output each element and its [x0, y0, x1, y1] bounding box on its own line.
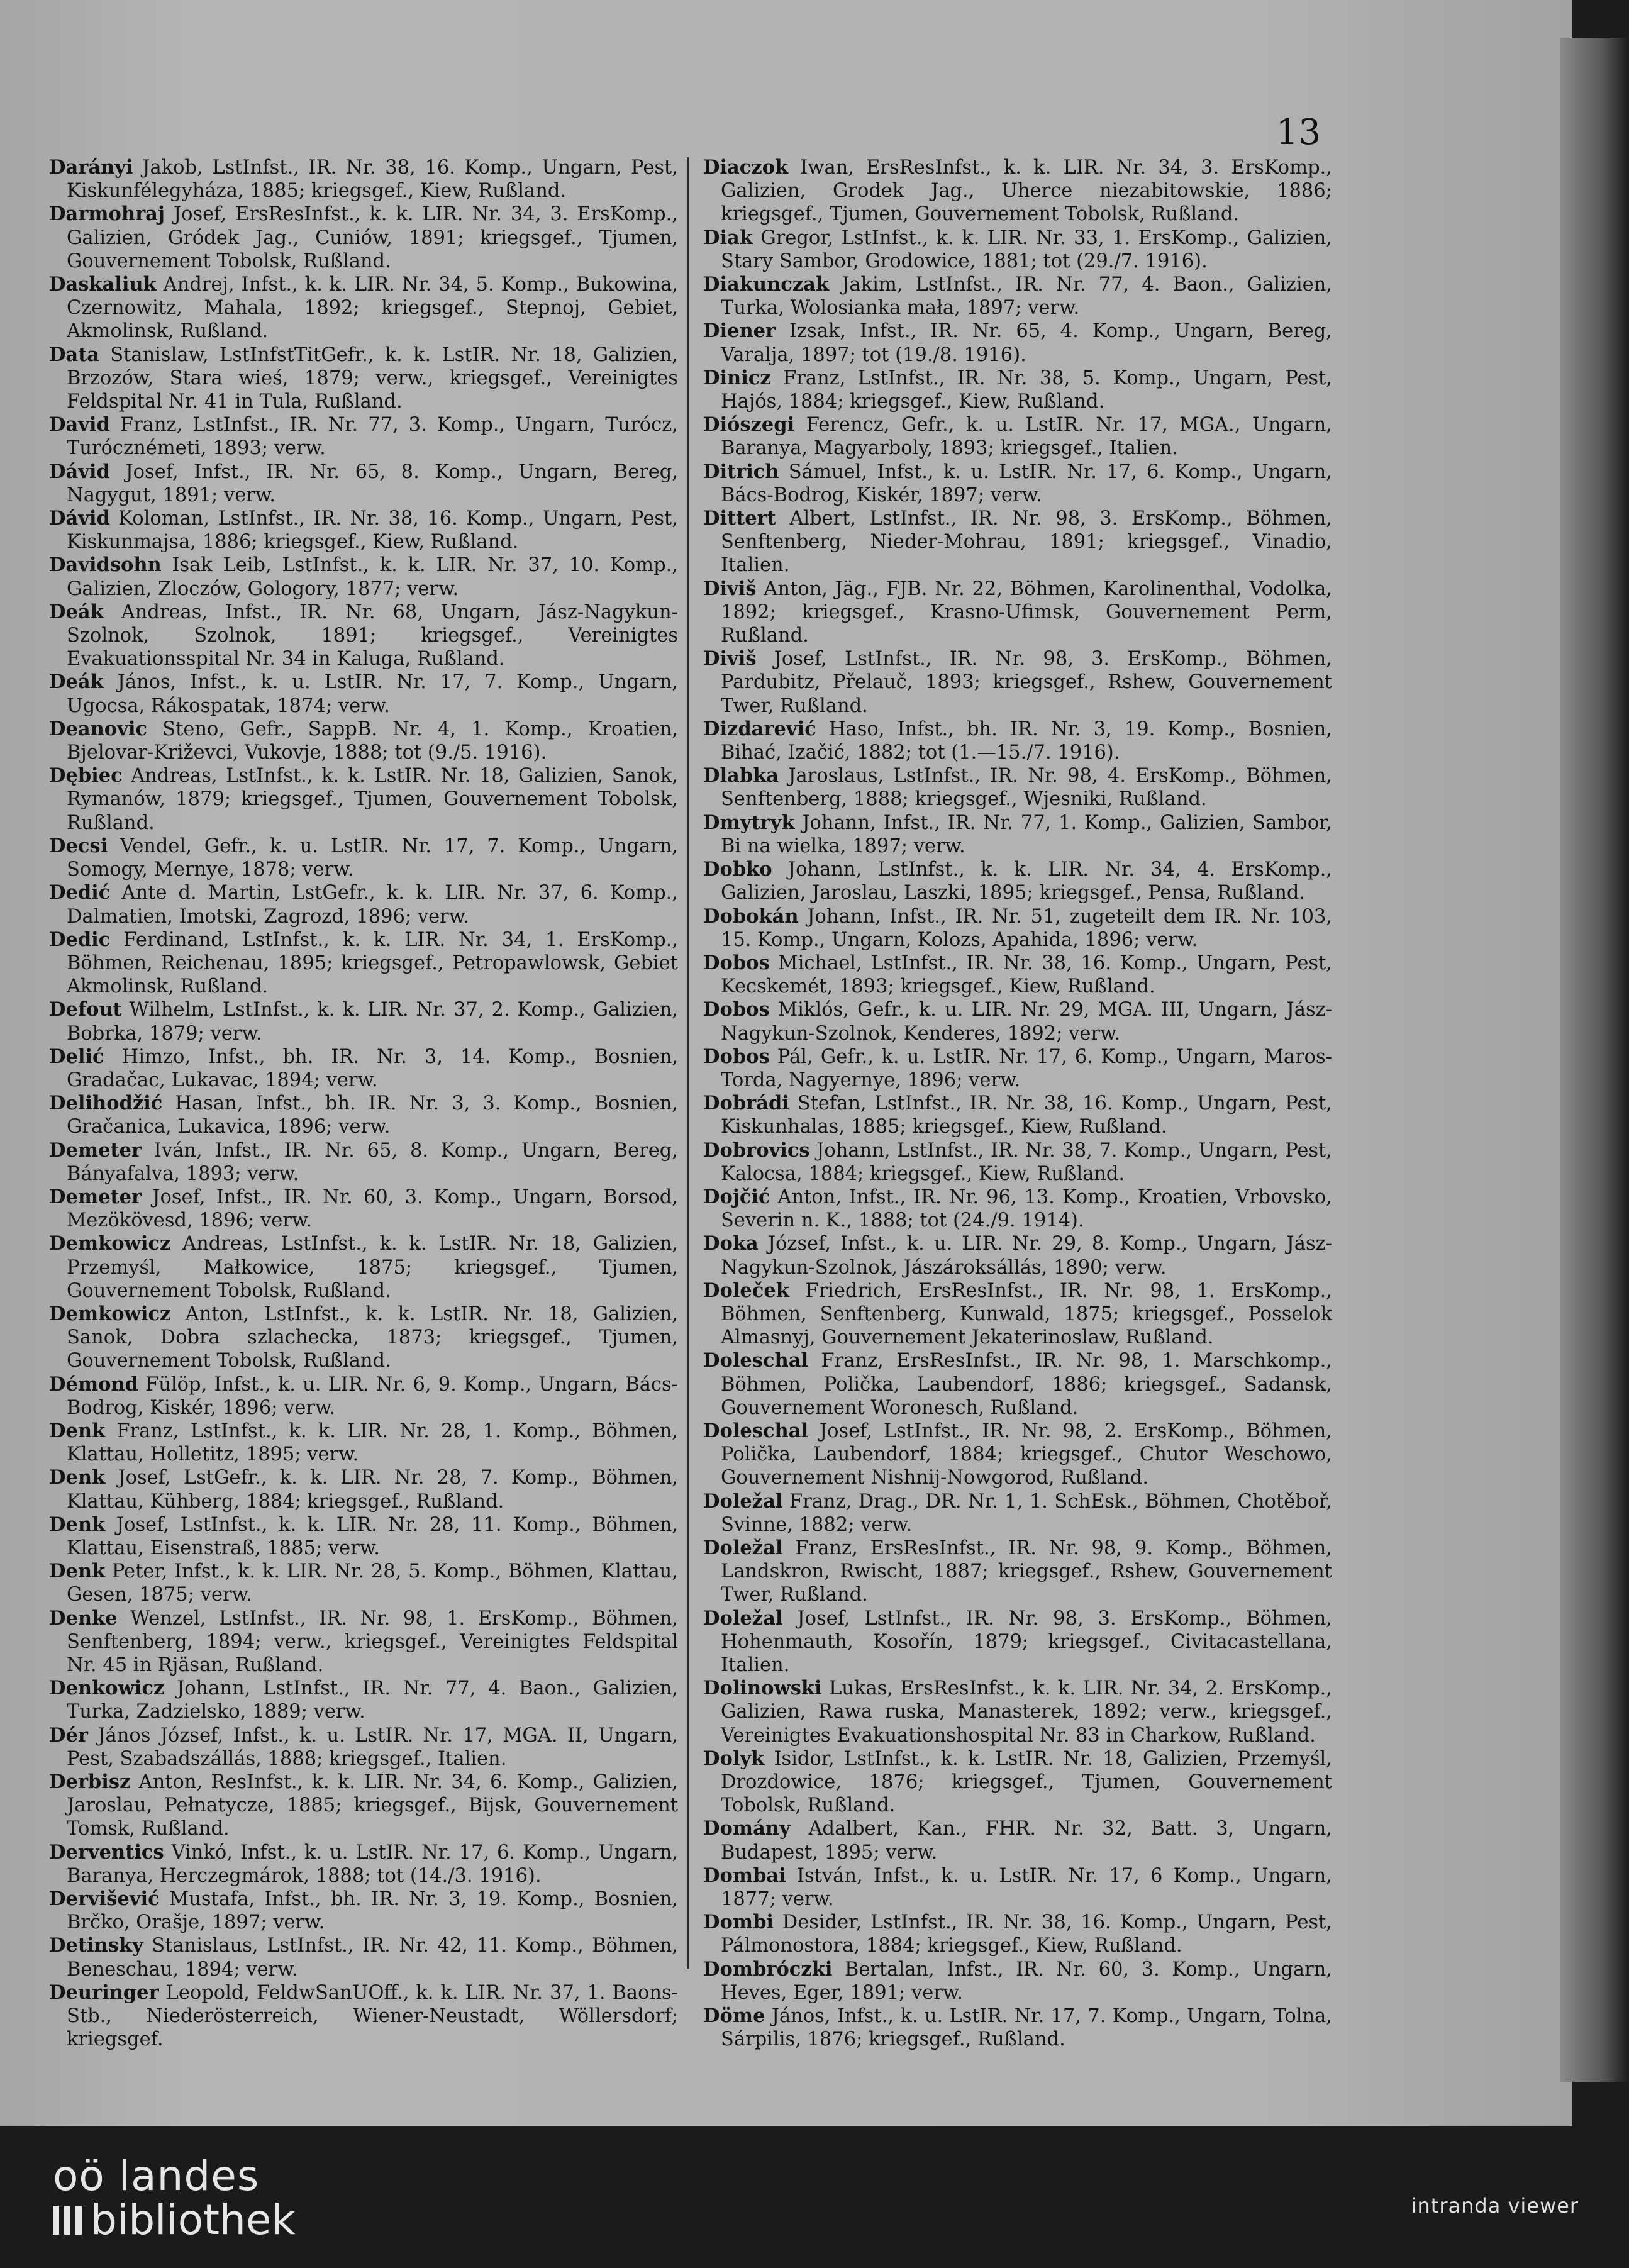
entry-details: Anton, Jäg., FJB. Nr. 22, Böhmen, Karolinenthal, Vodolka, 1892; kriegsgef., Krasno-Ufimsk, Gouvernement Perm, Rußland.: [721, 577, 1332, 647]
viewer-brand[interactable]: intranda viewer: [1411, 2194, 1579, 2218]
entry-surname: Dombai: [703, 1864, 786, 1887]
entry-surname: Denk: [49, 1560, 106, 1583]
left-column: [49, 156, 678, 2051]
entry-details: Jakim, LstInfst., IR. Nr. 77, 4. Baon., Galizien, Turka, Wolosianka mała, 1897; verw.: [721, 274, 1332, 320]
entry-surname: Doleschal: [703, 1349, 809, 1372]
entry-surname: Dlabka: [703, 764, 779, 787]
entry-surname: Data: [49, 343, 100, 366]
entry-surname: Dobrovics: [703, 1138, 810, 1162]
register-entry: [703, 718, 1332, 764]
entry-surname: Diakunczak: [703, 273, 830, 296]
entry-details: Koloman, LstInfst., IR. Nr. 38, 16. Komp., Ungarn, Pest, Kiskunmajsa, 1886; kriegsgef., Kiew, Rußland.: [67, 508, 678, 553]
entry-details: Iván, Infst., IR. Nr. 65, 8. Komp., Ungarn, Bereg, Bányafalva, 1893; verw.: [67, 1139, 678, 1185]
entry-details: Isak Leib, LstInfst., k. k. LIR. Nr. 37, 10. Komp., Galizien, Zloczów, Gologory, 1877; verw.: [67, 554, 678, 600]
register-entry: [703, 905, 1332, 952]
register-entry: [703, 647, 1332, 718]
entry-details: Adalbert, Kan., FHR. Nr. 32, Batt. 3, Ungarn, Budapest, 1895; verw.: [721, 1818, 1332, 1864]
entry-surname: Daskaliuk: [49, 273, 157, 296]
entry-details: János, Infst., k. u. LstIR. Nr. 17, 7. Komp., Ungarn, Ugocsa, Rákospatak, 1874; verw.: [67, 671, 678, 717]
entry-details: Franz, ErsResInfst., IR. Nr. 98, 9. Komp., Böhmen, Landskron, Rwischt, 1887; kriegsgef., Rshew, Gouvernement Twer, Rußland.: [721, 1537, 1332, 1606]
entry-details: Andreas, LstInfst., k. k. LstIR. Nr. 18, Galizien, Sanok, Rymanów, 1879; kriegsgef., Tjumen, Gouvernement Tobolsk, Rußland.: [67, 765, 678, 834]
register-entry: [703, 1420, 1332, 1490]
register-entry: [49, 881, 678, 928]
entry-details: Ante d. Martin, LstGefr., k. k. LIR. Nr. 37, 6. Komp., Dalmatien, Imotski, Zagrozd, 1896; verw.: [67, 882, 678, 928]
entry-details: Pál, Gefr., k. u. LstIR. Nr. 17, 6. Komp., Ungarn, Maros-Torda, Nagyernye, 1896; verw.: [721, 1045, 1332, 1091]
entry-surname: Dér: [49, 1723, 88, 1747]
entry-details: Vendel, Gefr., k. u. LstIR. Nr. 17, 7. Komp., Ungarn, Somogy, Mernye, 1878; verw.: [67, 835, 678, 881]
register-entry: [49, 1770, 678, 1841]
logo-bars-icon: [53, 2206, 82, 2235]
entry-surname: Diener: [703, 320, 776, 343]
register-entry: [703, 1490, 1332, 1537]
register-entry: [703, 1958, 1332, 2004]
entry-details: Bertalan, Infst., IR. Nr. 60, 3. Komp., Ungarn, Heves, Eger, 1891; verw.: [721, 1958, 1332, 2004]
entry-surname: Dębiec: [49, 764, 123, 787]
entry-surname: Diviš: [703, 647, 757, 670]
register-entry: [703, 413, 1332, 460]
entry-surname: Doležal: [703, 1606, 783, 1630]
entry-details: Johann, Infst., IR. Nr. 51, zugeteilt dem IR. Nr. 103, 15. Komp., Ungarn, Kolozs, Apahida, 1896; verw.: [721, 905, 1332, 951]
entry-details: Himzo, Infst., bh. IR. Nr. 3, 14. Komp., Bosnien, Gradačac, Lukavac, 1894; verw.: [67, 1045, 678, 1091]
register-entry: [49, 718, 678, 764]
register-entry: [49, 460, 678, 507]
entry-details: Johann, LstInfst., IR. Nr. 38, 7. Komp., Ungarn, Pest, Kalocsa, 1884; kriegsgef., Kiew, Rußland.: [721, 1139, 1332, 1185]
register-entry: [703, 577, 1332, 648]
entry-surname: Darmohraj: [49, 203, 165, 226]
right-column: [703, 156, 1332, 2051]
entry-surname: Dedic: [49, 928, 111, 951]
entry-surname: Dinicz: [703, 366, 771, 389]
entry-details: Izsak, Infst., IR. Nr. 65, 4. Komp., Ungarn, Bereg, Varalja, 1897; tot (19./8. 1916).: [721, 320, 1332, 366]
logo-line-2: bibliothek: [91, 2196, 296, 2244]
register-entry: [49, 670, 678, 717]
entry-details: Michael, LstInfst., IR. Nr. 38, 16. Komp., Ungarn, Pest, Kecskemét, 1893; kriegsgef., Kiew, Rußland.: [721, 952, 1332, 998]
register-entry: [49, 1045, 678, 1092]
entry-surname: Decsi: [49, 834, 108, 857]
page-number: 13: [1276, 112, 1321, 153]
entry-surname: David: [49, 413, 110, 436]
register-entry: [49, 1981, 678, 2052]
entry-details: Haso, Infst., bh. IR. Nr. 3, 19. Komp., Bosnien, Bihać, Izačić, 1882; tot (1.—15./7. 1916).: [721, 718, 1332, 764]
entry-surname: Deanovic: [49, 717, 148, 740]
entry-surname: Domány: [703, 1817, 791, 1840]
entry-surname: Demkowicz: [49, 1302, 171, 1325]
register-entry: [703, 1677, 1332, 1747]
entry-details: Iwan, ErsResInfst., k. k. LIR. Nr. 34, 3. ErsKomp., Galizien, Grodek Jag., Uherce niezabitowskie, 1886; kriegsgef., Tjumen, Gouvernement Tobolsk, Rußland.: [721, 157, 1332, 226]
entry-surname: Diószegi: [703, 413, 795, 436]
register-entry: [703, 1092, 1332, 1138]
entry-surname: Demeter: [49, 1185, 142, 1208]
register-entry: [49, 273, 678, 343]
entry-details: Franz, ErsResInfst., IR. Nr. 98, 1. Marschkomp., Böhmen, Polička, Laubendorf, 1886; kriegsgef., Sadansk, Gouvernement Woronesch, Rußland.: [721, 1350, 1332, 1419]
register-entry: [49, 413, 678, 460]
entry-surname: Dolyk: [703, 1747, 765, 1770]
register-entry: [49, 553, 678, 600]
register-entry: [49, 998, 678, 1045]
register-entry: [703, 1817, 1332, 1864]
entry-surname: Derventics: [49, 1840, 164, 1864]
entry-details: Josef, Infst., IR. Nr. 60, 3. Komp., Ungarn, Borsod, Mezökövesd, 1896; verw.: [67, 1186, 678, 1232]
library-logo[interactable]: [53, 2154, 296, 2242]
entry-details: Franz, LstInfst., k. k. LIR. Nr. 28, 1. Komp., Böhmen, Klattau, Holletitz, 1895; verw.: [67, 1420, 678, 1466]
entry-details: Vinkó, Infst., k. u. LstIR. Nr. 17, 6. Komp., Ungarn, Baranya, Herczegmárok, 1888; tot (14./3. 1916).: [67, 1841, 678, 1887]
entry-surname: Dobokán: [703, 904, 799, 928]
entry-surname: Dolinowski: [703, 1677, 822, 1700]
entry-details: Desider, LstInfst., IR. Nr. 38, 16. Komp., Ungarn, Pest, Pálmonostora, 1884; kriegsgef., Kiew, Rußland.: [721, 1911, 1332, 1957]
entry-details: Jakob, LstInfst., IR. Nr. 38, 16. Komp., Ungarn, Pest, Kiskunfélegyháza, 1885; kriegsgef., Kiew, Rußland.: [67, 157, 678, 203]
entry-details: Albert, LstInfst., IR. Nr. 98, 3. ErsKomp., Böhmen, Senftenberg, Nieder-Mohrau, 1891; kriegsgef., Vinadio, Italien.: [721, 508, 1332, 577]
entry-surname: Denke: [49, 1606, 118, 1630]
page-stack-edge: [1560, 38, 1629, 2082]
entry-details: Franz, LstInfst., IR. Nr. 77, 3. Komp., Ungarn, Turócz, Turócznémeti, 1893; verw.: [67, 414, 678, 460]
register-entry: [49, 1887, 678, 1934]
register-entry: [703, 1045, 1332, 1092]
entry-details: Isidor, LstInfst., k. k. LstIR. Nr. 18, Galizien, Przemyśl, Drozdowice, 1876; kriegsgef., Tjumen, Gouvernement Tobolsk, Rußland.: [721, 1747, 1332, 1817]
entry-details: Stefan, LstInfst., IR. Nr. 38, 16. Komp., Ungarn, Pest, Kiskunhalas, 1885; kriegsgef., Kiew, Rußland.: [721, 1092, 1332, 1138]
entry-surname: Döme: [703, 2004, 765, 2028]
register-entry: [49, 1092, 678, 1138]
register-entry: [49, 928, 678, 999]
entry-surname: Doka: [703, 1232, 759, 1255]
entry-details: Johann, LstInfst., k. k. LIR. Nr. 34, 4. ErsKomp., Galizien, Jaroslau, Laszki, 1895; kriegsgef., Pensa, Rußland.: [721, 859, 1332, 904]
entry-details: Stanislaw, LstInfstTitGefr., k. k. LstIR. Nr. 18, Galizien, Brzozów, Stara wieś, 1879; verw., kriegsgef., Vereinigtes Feldspital Nr. 41 in Tula, Rußland.: [67, 343, 678, 413]
register-entry: [703, 273, 1332, 320]
register-entry: [703, 1139, 1332, 1186]
entry-surname: Detinsky: [49, 1934, 143, 1957]
register-entry: [49, 1420, 678, 1466]
entry-surname: Ditrich: [703, 460, 779, 483]
entry-details: Leopold, FeldwSanUOff., k. k. LIR. Nr. 37, 1. Baons-Stb., Niederösterreich, Wiener-Neustadt, Wöllersdorf; kriegsgef.: [67, 1981, 678, 2051]
entry-surname: Dávid: [49, 460, 110, 483]
entry-surname: Diviš: [703, 577, 757, 600]
entry-surname: Dizdarević: [703, 717, 816, 740]
entry-details: Josef, LstInfst., k. k. LIR. Nr. 28, 11. Komp., Böhmen, Klattau, Eisenstraß, 1885; verw.: [67, 1513, 678, 1559]
entry-details: Andreas, LstInfst., k. k. LstIR. Nr. 18, Galizien, Przemyśl, Małkowice, 1875; kriegsgef., Tjumen, Gouvernement Tobolsk, Rußland.: [67, 1233, 678, 1302]
register-entry: [49, 601, 678, 671]
register-entry: [703, 156, 1332, 226]
entry-details: Josef, LstGefr., k. k. LIR. Nr. 28, 7. Komp., Böhmen, Klattau, Kühberg, 1884; kriegsgef., Rußland.: [67, 1467, 678, 1513]
register-entry: [49, 1513, 678, 1560]
entry-surname: Doležal: [703, 1489, 783, 1513]
entry-details: Anton, Infst., IR. Nr. 96, 13. Komp., Kroatien, Vrbovsko, Severin n. K., 1888; tot (24./9. 1914).: [721, 1186, 1332, 1232]
entry-surname: Defout: [49, 998, 122, 1021]
entry-details: Gregor, LstInfst., k. k. LIR. Nr. 33, 1. ErsKomp., Galizien, Stary Sambor, Grodowice, 1881; tot (29./7. 1916).: [721, 226, 1332, 272]
entry-surname: Dobos: [703, 1045, 770, 1068]
register-entry: [703, 858, 1332, 904]
entry-details: Stanislaus, LstInfst., IR. Nr. 42, 11. Komp., Böhmen, Beneschau, 1894; verw.: [67, 1935, 678, 1981]
logo-line-1: oö landes: [53, 2152, 260, 2200]
entry-details: Steno, Gefr., SappB. Nr. 4, 1. Komp., Kroatien, Bjelovar-Križevci, Vukovje, 1888; tot (9./5. 1916).: [67, 718, 678, 764]
entry-details: Anton, ResInfst., k. k. LIR. Nr. 34, 6. Komp., Galizien, Jaroslau, Pełnatycze, 1885; kriegsgef., Bijsk, Gouvernement Tomsk, Rußland.: [67, 1771, 678, 1840]
entry-surname: Dávid: [49, 507, 110, 530]
entry-details: Ferdinand, LstInfst., k. k. LIR. Nr. 34, 1. ErsKomp., Böhmen, Reichenau, 1895; kriegsgef., Petropawlowsk, Gebiet Akmolinsk, Rußland.: [67, 928, 678, 998]
entry-details: Jaroslaus, LstInfst., IR. Nr. 98, 4. ErsKomp., Böhmen, Senftenberg, 1888; kriegsgef., Wjesniki, Rußland.: [721, 765, 1332, 811]
register-entry: [703, 764, 1332, 811]
entry-surname: Delihodžić: [49, 1092, 163, 1115]
entry-surname: Delić: [49, 1045, 104, 1068]
register-entry: [49, 343, 678, 414]
register-entry: [49, 835, 678, 881]
entry-surname: Dmytryk: [703, 811, 795, 834]
entry-surname: Dervišević: [49, 1887, 160, 1911]
register-entry: [49, 203, 678, 273]
register-entry: [49, 1677, 678, 1723]
entry-details: Friedrich, ErsResInfst., IR. Nr. 98, 1. ErsKomp., Böhmen, Senftenberg, Kunwald, 1875; kriegsgef., Posselok Almasnyj, Gouvernement Jekaterinoslaw, Rußland.: [721, 1279, 1332, 1349]
register-entry: [703, 507, 1332, 577]
entry-surname: Deák: [49, 600, 104, 623]
register-entry: [49, 1607, 678, 1677]
entry-details: Miklós, Gefr., k. u. LIR. Nr. 29, MGA. III, Ungarn, Jász-Nagykun-Szolnok, Kenderes, 1892; verw.: [721, 999, 1332, 1045]
register-entry: [49, 1232, 678, 1303]
entry-surname: Dombróczki: [703, 1957, 833, 1981]
entry-details: Josef, LstInfst., IR. Nr. 98, 2. ErsKomp., Böhmen, Polička, Laubendorf, 1884; kriegsgef., Chutor Weschowo, Gouvernement Nishnij-Nowgorod, Rußland.: [721, 1420, 1332, 1489]
entry-surname: Denk: [49, 1466, 106, 1489]
entry-surname: Démond: [49, 1372, 138, 1396]
entry-surname: Demkowicz: [49, 1232, 171, 1255]
column-divider: [687, 157, 689, 1969]
entry-surname: Doleschal: [703, 1419, 809, 1442]
register-entry: [703, 460, 1332, 507]
entry-details: Ferencz, Gefr., k. u. LstIR. Nr. 17, MGA., Ungarn, Baranya, Magyarboly, 1893; kriegsgef., Italien.: [721, 414, 1332, 460]
entry-details: Josef, Infst., IR. Nr. 65, 8. Komp., Ungarn, Bereg, Nagygut, 1891; verw.: [67, 460, 678, 506]
entry-details: János, Infst., k. u. LstIR. Nr. 17, 7. Komp., Ungarn, Tolna, Sárpilis, 1876; kriegsgef., Rußland.: [721, 2005, 1332, 2051]
entry-details: Fülöp, Infst., k. u. LIR. Nr. 6, 9. Komp., Ungarn, Bács-Bodrog, Kiskér, 1896; verw.: [67, 1373, 678, 1419]
register-entry: [703, 998, 1332, 1045]
entry-details: Mustafa, Infst., bh. IR. Nr. 3, 19. Komp., Bosnien, Brčko, Orašje, 1897; verw.: [67, 1888, 678, 1934]
entry-details: Lukas, ErsResInfst., k. k. LIR. Nr. 34, 2. ErsKomp., Galizien, Rawa ruska, Manasterek, 1892; verw., kriegsgef., Vereinigtes Evakuationshospital Nr. 83 in Charkow, Rußland.: [721, 1677, 1332, 1747]
entry-surname: Demeter: [49, 1138, 142, 1162]
register-entry: [49, 1841, 678, 1887]
entry-details: Peter, Infst., k. k. LIR. Nr. 28, 5. Komp., Böhmen, Klattau, Gesen, 1875; verw.: [67, 1560, 678, 1606]
register-entry: [49, 764, 678, 835]
entry-details: Josef, LstInfst., IR. Nr. 98, 3. ErsKomp., Böhmen, Hohenmauth, Kosořín, 1879; kriegsgef., Civitacastellana, Italien.: [721, 1607, 1332, 1676]
register-entry: [703, 1747, 1332, 1818]
entry-surname: Diaczok: [703, 156, 789, 179]
entry-surname: Dittert: [703, 507, 776, 530]
register-entry: [703, 952, 1332, 998]
entry-surname: Deuringer: [49, 1981, 159, 2004]
entry-surname: Dobos: [703, 998, 770, 1021]
entry-surname: Deák: [49, 670, 104, 694]
entry-surname: Dombi: [703, 1911, 774, 1934]
entry-details: Franz, Drag., DR. Nr. 1, 1. SchEsk., Böhmen, Chotěboř, Svinne, 1882; verw.: [721, 1490, 1332, 1536]
entry-details: Andrej, Infst., k. k. LIR. Nr. 34, 5. Komp., Bukowina, Czernowitz, Mahala, 1892; kriegsgef., Stepnoj, Gebiet, Akmolinsk, Rußland.: [67, 274, 678, 343]
register-entry: [703, 226, 1332, 273]
register-entry: [703, 367, 1332, 413]
entry-details: Wilhelm, LstInfst., k. k. LIR. Nr. 37, 2. Komp., Galizien, Bobrka, 1879; verw.: [67, 999, 678, 1045]
entry-surname: Dobos: [703, 951, 770, 974]
register-entry: [703, 1607, 1332, 1677]
register-entry: [703, 811, 1332, 858]
register-entry: [49, 507, 678, 553]
entry-surname: Dobko: [703, 858, 772, 881]
entry-details: János József, Infst., k. u. LstIR. Nr. 17, MGA. II, Ungarn, Pest, Szabadszállás, 1888; kriegsgef., Italien.: [67, 1724, 678, 1770]
entry-details: Wenzel, LstInfst., IR. Nr. 98, 1. ErsKomp., Böhmen, Senftenberg, 1894; verw., kriegsgef., Vereinigtes Feldspital Nr. 45 in Rjäsan, Rußland.: [67, 1607, 678, 1676]
register-entry: [703, 1186, 1332, 1232]
register-entry: [703, 320, 1332, 366]
entry-details: Johann, Infst., IR. Nr. 77, 1. Komp., Galizien, Sambor, Bi na wielka, 1897; verw.: [721, 811, 1332, 857]
register-entry: [703, 1864, 1332, 1911]
entry-details: Franz, LstInfst., IR. Nr. 38, 5. Komp., Ungarn, Pest, Hajós, 1884; kriegsgef., Kiew, Rußland.: [721, 367, 1332, 413]
entry-details: István, Infst., k. u. LstIR. Nr. 17, 6 Komp., Ungarn, 1877; verw.: [721, 1864, 1332, 1911]
register-entry: [703, 1349, 1332, 1420]
entry-surname: Dedić: [49, 881, 111, 904]
entry-surname: Davidsohn: [49, 553, 162, 577]
entry-surname: Diak: [703, 226, 753, 249]
register-entry: [49, 1303, 678, 1373]
entry-surname: Dobrádi: [703, 1092, 789, 1115]
entry-details: József, Infst., k. u. LIR. Nr. 29, 8. Komp., Ungarn, Jász-Nagykun-Szolnok, Jászároksállás, 1890; verw.: [721, 1233, 1332, 1279]
entry-surname: Dojčić: [703, 1185, 770, 1208]
entry-details: Johann, LstInfst., IR. Nr. 77, 4. Baon., Galizien, Turka, Zadzielsko, 1889; verw.: [67, 1677, 678, 1723]
register-entry: [703, 1232, 1332, 1279]
register-entry: [703, 1537, 1332, 1607]
entry-details: Sámuel, Infst., k. u. LstIR. Nr. 17, 6. Komp., Ungarn, Bács-Bodrog, Kiskér, 1897; verw.: [721, 460, 1332, 506]
entry-surname: Denk: [49, 1513, 106, 1536]
entry-details: Josef, ErsResInfst., k. k. LIR. Nr. 34, 3. ErsKomp., Galizien, Gródek Jag., Cuniów, 1891; kriegsgef., Tjumen, Gouvernement Tobolsk, Rußland.: [67, 203, 678, 272]
register-entry: [703, 2004, 1332, 2051]
entry-details: Andreas, Infst., IR. Nr. 68, Ungarn, Jász-Nagykun-Szolnok, Szolnok, 1891; kriegsgef., Vereinigtes Evakuationsspital Nr. 34 in Kaluga, Rußland.: [67, 601, 678, 670]
entry-surname: Denkowicz: [49, 1677, 165, 1700]
register-entry: [49, 156, 678, 203]
entry-details: Anton, LstInfst., k. k. LstIR. Nr. 18, Galizien, Sanok, Dobra szlachecka, 1873; kriegsgef., Tjumen, Gouvernement Tobolsk, Rußland.: [67, 1303, 678, 1372]
register-entry: [49, 1466, 678, 1513]
register-entry: [49, 1724, 678, 1770]
register-entry: [49, 1373, 678, 1420]
register-entry: [703, 1279, 1332, 1350]
entry-surname: Darányi: [49, 156, 133, 179]
register-entry: [49, 1934, 678, 1981]
register-entry: [49, 1139, 678, 1186]
entry-surname: Denk: [49, 1419, 106, 1442]
entry-surname: Doleček: [703, 1279, 789, 1302]
register-entry: [49, 1186, 678, 1232]
entry-details: Hasan, Infst., bh. IR. Nr. 3, 3. Komp., Bosnien, Gračanica, Lukavica, 1896; verw.: [67, 1092, 678, 1138]
entry-details: Josef, LstInfst., IR. Nr. 98, 3. ErsKomp., Böhmen, Pardubitz, Přelauč, 1893; kriegsgef., Rshew, Gouvernement Twer, Rußland.: [721, 648, 1332, 717]
register-entry: [49, 1560, 678, 1606]
entry-surname: Derbisz: [49, 1770, 131, 1794]
entry-surname: Doležal: [703, 1536, 783, 1559]
register-entry: [703, 1911, 1332, 1957]
